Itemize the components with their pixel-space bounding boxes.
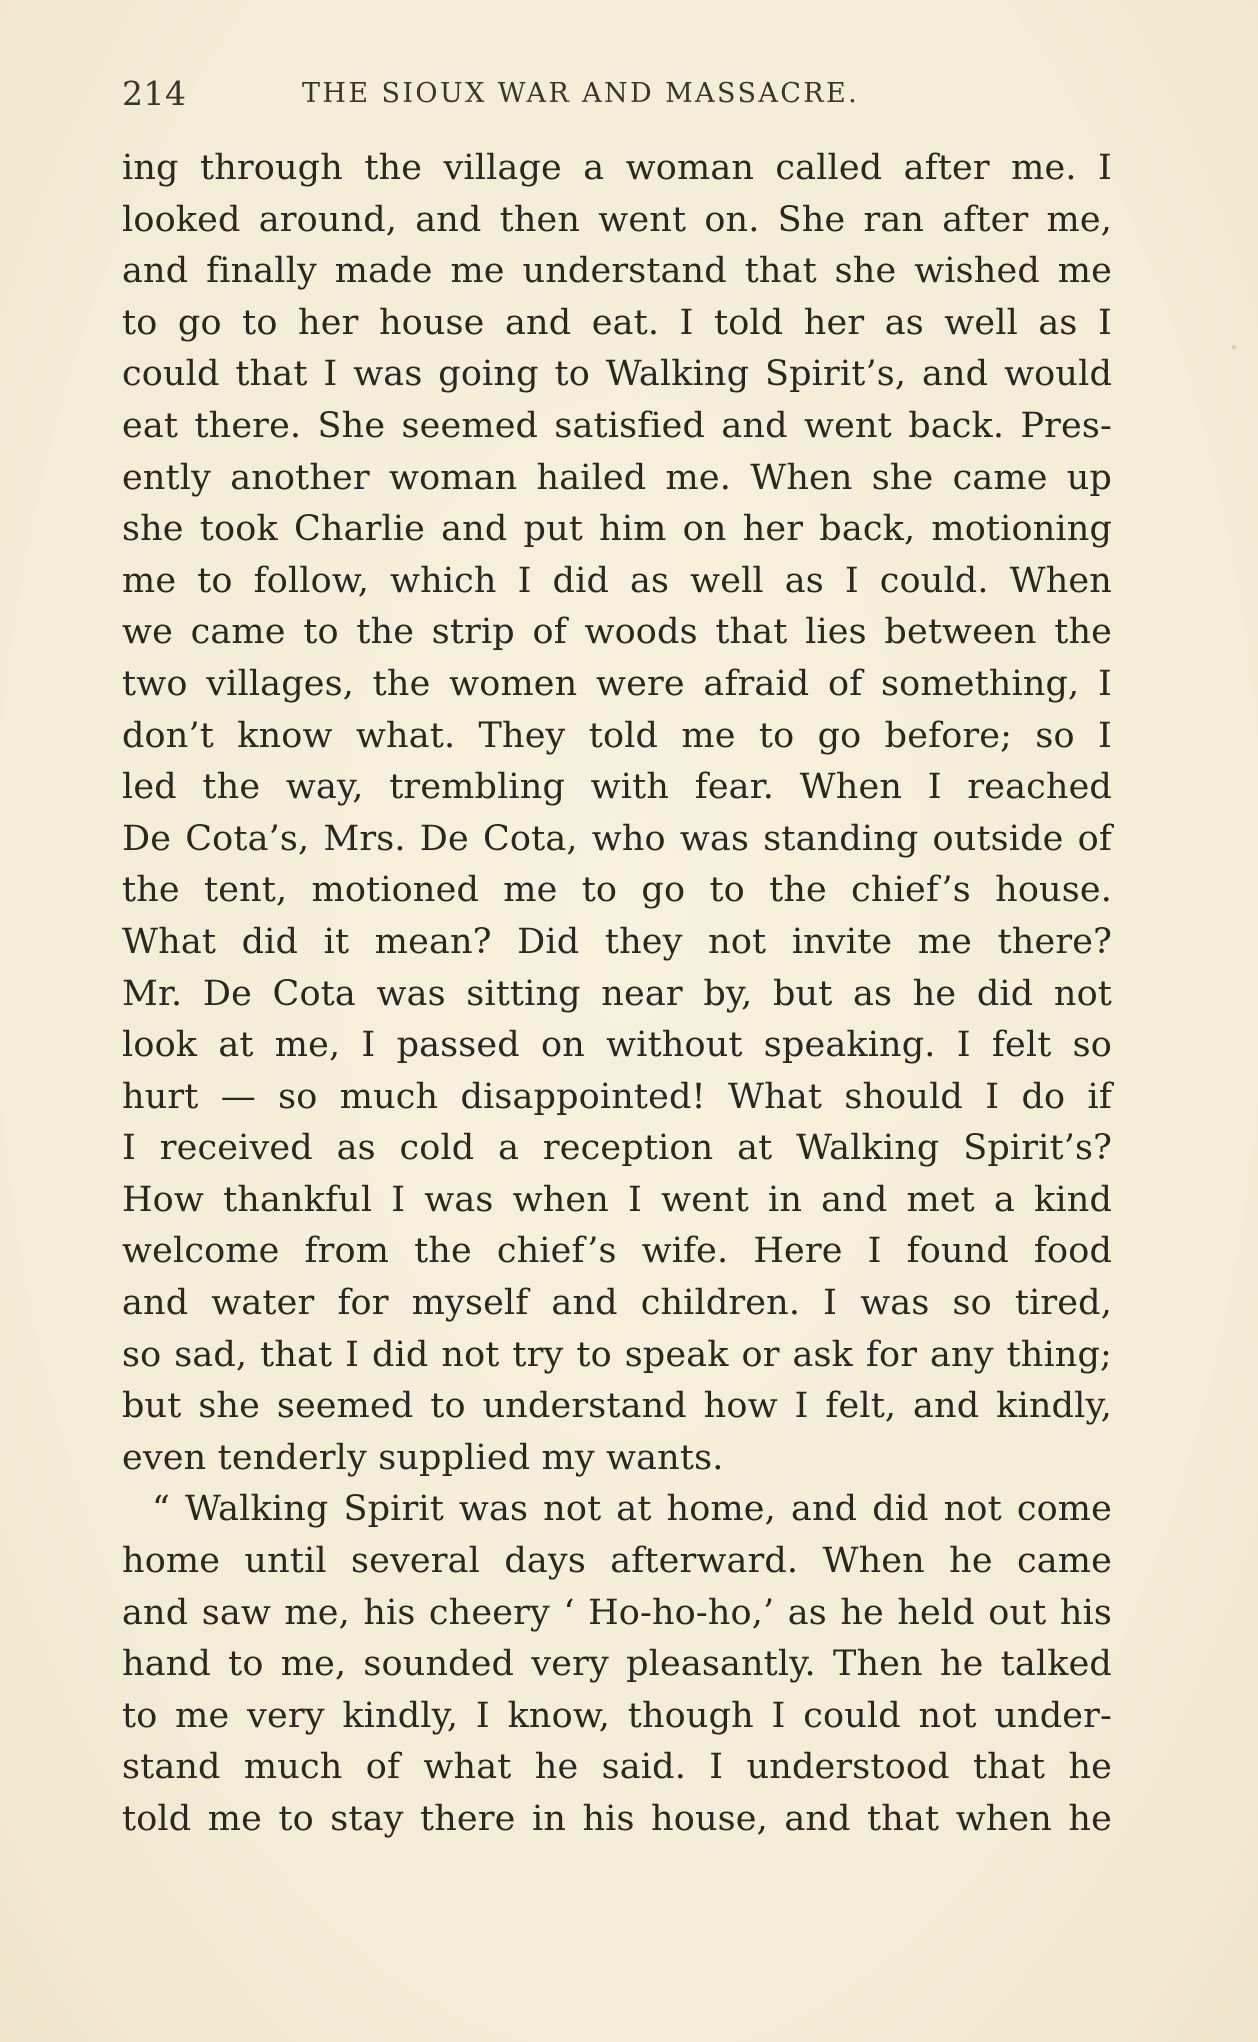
text-line: we came to the strip of woods that lies between the xyxy=(122,612,1112,653)
text-line: What did it mean? Did they not invite me there? xyxy=(122,921,1112,962)
paper-speck xyxy=(1232,345,1236,349)
text-line: and water for myself and children. I was so tired, xyxy=(122,1283,1112,1324)
text-line: but she seemed to understand how I felt, and kindly, xyxy=(122,1386,1112,1427)
text-line: me to follow, which I did as well as I could. When xyxy=(122,560,1112,601)
running-head: THE SIOUX WAR AND MASSACRE. xyxy=(302,78,860,109)
text-line: hurt — so much disappointed! What should I do if xyxy=(122,1076,1112,1117)
page-number: 214 xyxy=(122,74,187,113)
text-line: led the way, trembling with fear. When I reached xyxy=(122,767,1112,808)
text-line: don’t know what. They told me to go before; so I xyxy=(122,715,1112,756)
text-line: I received as cold a reception at Walking Spirit’s? xyxy=(122,1128,1112,1169)
text-line: looked around, and then went on. She ran after me, xyxy=(122,199,1112,240)
text-line: Mr. De Cota was sitting near by, but as he did not xyxy=(122,973,1112,1014)
text-line: home until several days afterward. When he came xyxy=(122,1541,1112,1582)
page-header xyxy=(122,74,1122,118)
text-line: hand to me, sounded very pleasantly. Then he talked xyxy=(122,1644,1112,1685)
text-line: How thankful I was when I went in and met a kind xyxy=(122,1179,1112,1220)
text-line: to me very kindly, I know, though I could not under- xyxy=(122,1695,1112,1736)
text-line: and saw me, his cheery ‘ Ho-ho-ho,’ as he held out his xyxy=(122,1592,1112,1633)
text-line: she took Charlie and put him on her back, motioning xyxy=(122,509,1112,550)
text-line: “ Walking Spirit was not at home, and did not come xyxy=(152,1489,1112,1530)
text-line: could that I was going to Walking Spirit’s, and would xyxy=(122,354,1112,395)
text-line: the tent, motioned me to go to the chief’s house. xyxy=(122,870,1112,911)
text-line: even tenderly supplied my wants. xyxy=(122,1437,724,1478)
text-line: and finally made me understand that she wished me xyxy=(122,251,1112,292)
text-line: told me to stay there in his house, and that when he xyxy=(122,1799,1112,1839)
text-line: so sad, that I did not try to speak or ask for any thing; xyxy=(122,1334,1112,1375)
text-line: welcome from the chief’s wife. Here I found food xyxy=(122,1231,1112,1272)
text-line: stand much of what he said. I understood that he xyxy=(122,1747,1112,1788)
body-text xyxy=(122,143,1112,1846)
text-line: ing through the village a woman called after me. I xyxy=(122,148,1112,188)
text-line: to go to her house and eat. I told her as well as I xyxy=(122,302,1112,343)
text-line: De Cota’s, Mrs. De Cota, who was standing outside of xyxy=(122,818,1112,859)
text-line: look at me, I passed on without speaking. I felt so xyxy=(122,1025,1112,1066)
text-line: eat there. She seemed satisfied and went back. Pres- xyxy=(122,405,1112,446)
text-line: two villages, the women were afraid of something, I xyxy=(122,663,1112,704)
text-line: ently another woman hailed me. When she came up xyxy=(122,457,1112,498)
